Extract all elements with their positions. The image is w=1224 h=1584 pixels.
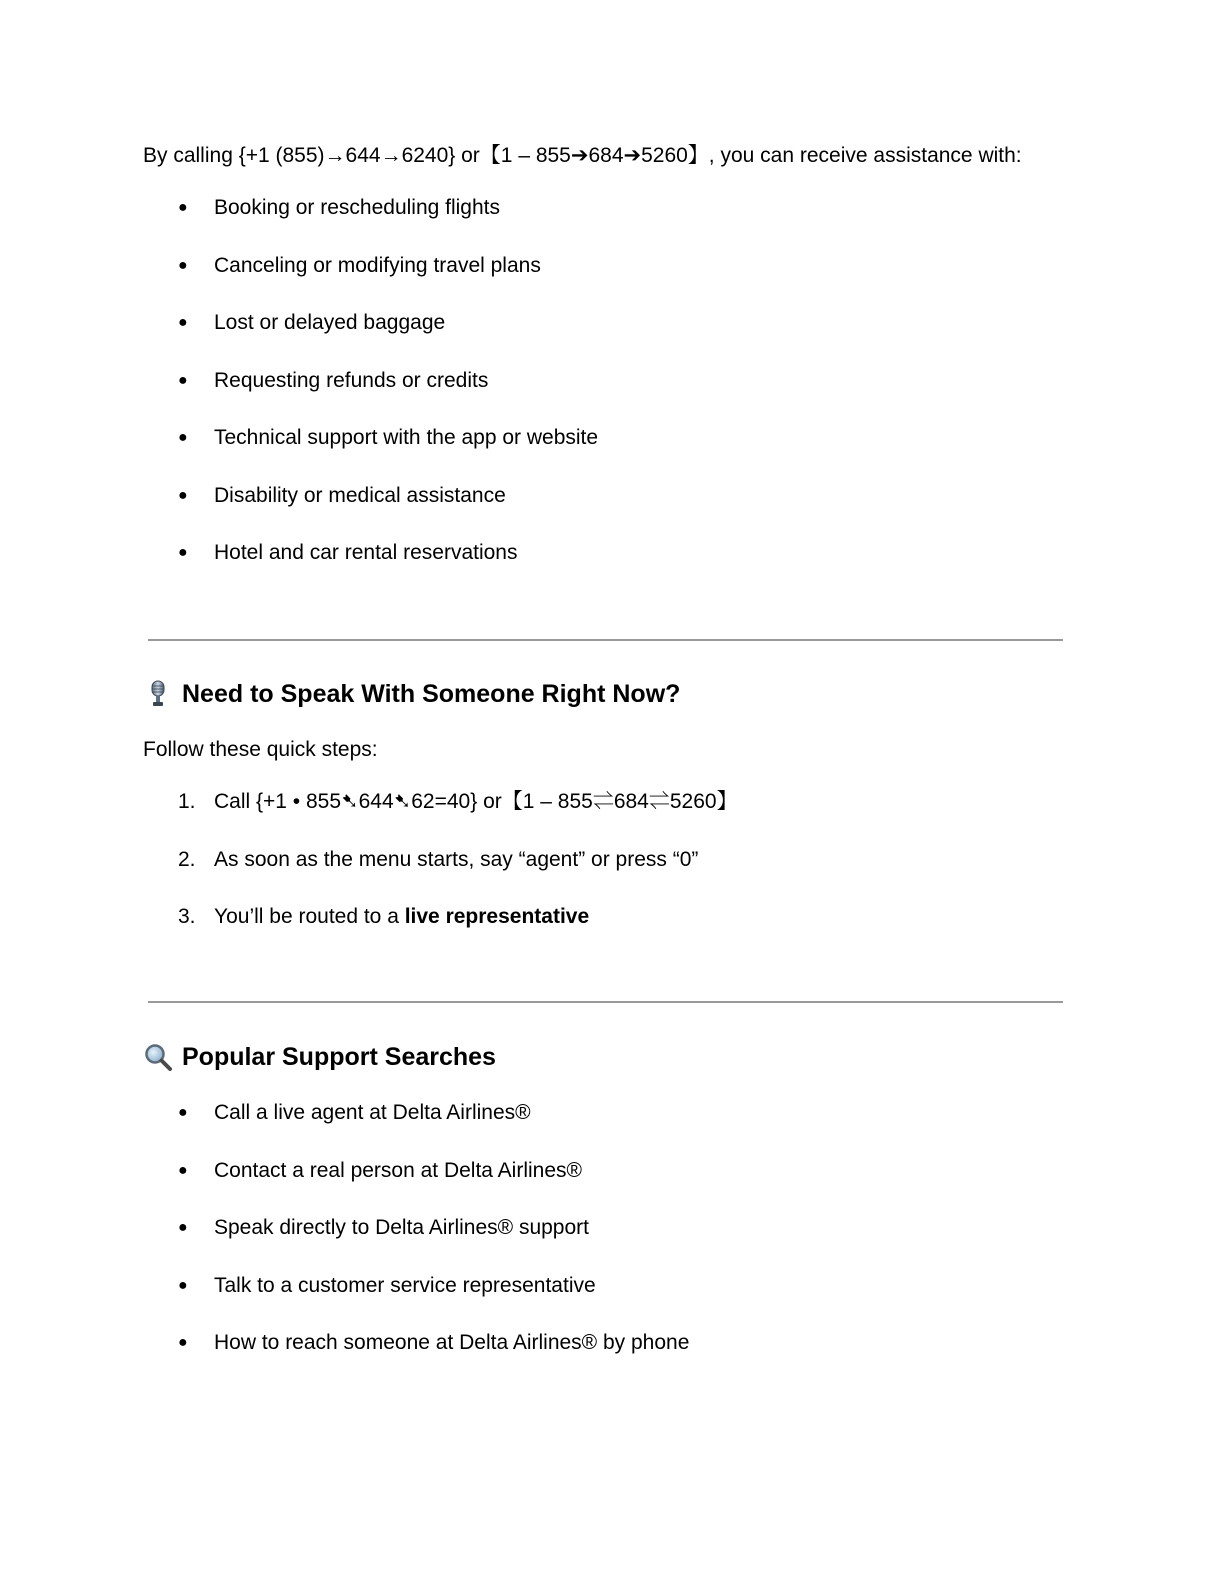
list-item-text: Call a live agent at Delta Airlines® [214, 1101, 531, 1124]
bullet-marker: ● [178, 256, 188, 274]
microphone-icon [143, 679, 173, 709]
list-item-text: Lost or delayed baggage [214, 311, 446, 334]
bullet-marker: ● [178, 1219, 188, 1236]
list-item-text: Hotel and car rental reservations [214, 541, 518, 564]
step-number: 1. [178, 790, 196, 813]
bullet-marker: ● [178, 544, 188, 561]
bullet-marker: ● [178, 1161, 188, 1179]
list-item-text: Requesting refunds or credits [214, 368, 489, 392]
list-item-text: Speak directly to Delta Airlines® support [214, 1216, 589, 1239]
list-item-text: Booking or rescheduling flights [214, 196, 501, 219]
bullet-marker: ● [178, 429, 188, 446]
step-text-bold: live representative [404, 905, 590, 928]
speak-heading-text: Need to Speak With Someone Right Now? [182, 680, 681, 708]
step-number: 2. [178, 847, 196, 871]
speak-section-heading [143, 678, 680, 710]
list-item-text: Disability or medical assistance [214, 483, 506, 507]
list-item-text: Canceling or modifying travel plans [214, 253, 541, 277]
intro-paragraph: By calling {+1 (855)→644→6240} or【1 – 855➔684➔5260】, you can receive assistance with: [143, 144, 1022, 167]
steps-lead: Follow these quick steps: [143, 738, 378, 761]
search-heading-text: Popular Support Searches [182, 1043, 496, 1071]
bullet-marker: ● [178, 486, 188, 504]
step-text [214, 903, 589, 931]
bullet-marker: ● [178, 1104, 188, 1121]
bullet-marker: ● [178, 371, 188, 389]
section-divider [148, 1001, 1063, 1003]
section-divider [148, 639, 1063, 641]
bullet-marker: ● [178, 1276, 188, 1294]
magnifier-icon [143, 1042, 173, 1072]
list-item-text: Contact a real person at Delta Airlines® [214, 1158, 582, 1182]
step-text-plain: You’ll be routed to a [214, 905, 405, 928]
list-item-text: How to reach someone at Delta Airlines® by phone [214, 1331, 690, 1354]
list-item-text: Talk to a customer service representative [214, 1273, 596, 1297]
bullet-marker: ● [178, 1334, 188, 1351]
search-section-heading [143, 1041, 496, 1073]
list-item-text: Technical support with the app or website [214, 426, 599, 449]
bullet-marker: ● [178, 314, 188, 331]
step-text: As soon as the menu starts, say “agent” or press “0” [214, 847, 699, 871]
bullet-marker: ● [178, 199, 188, 216]
step-number: 3. [178, 905, 196, 928]
step-text: Call {+1 • 855➷644➷62=40} or【1 – 855⇌684⇌5260】 [214, 790, 738, 813]
